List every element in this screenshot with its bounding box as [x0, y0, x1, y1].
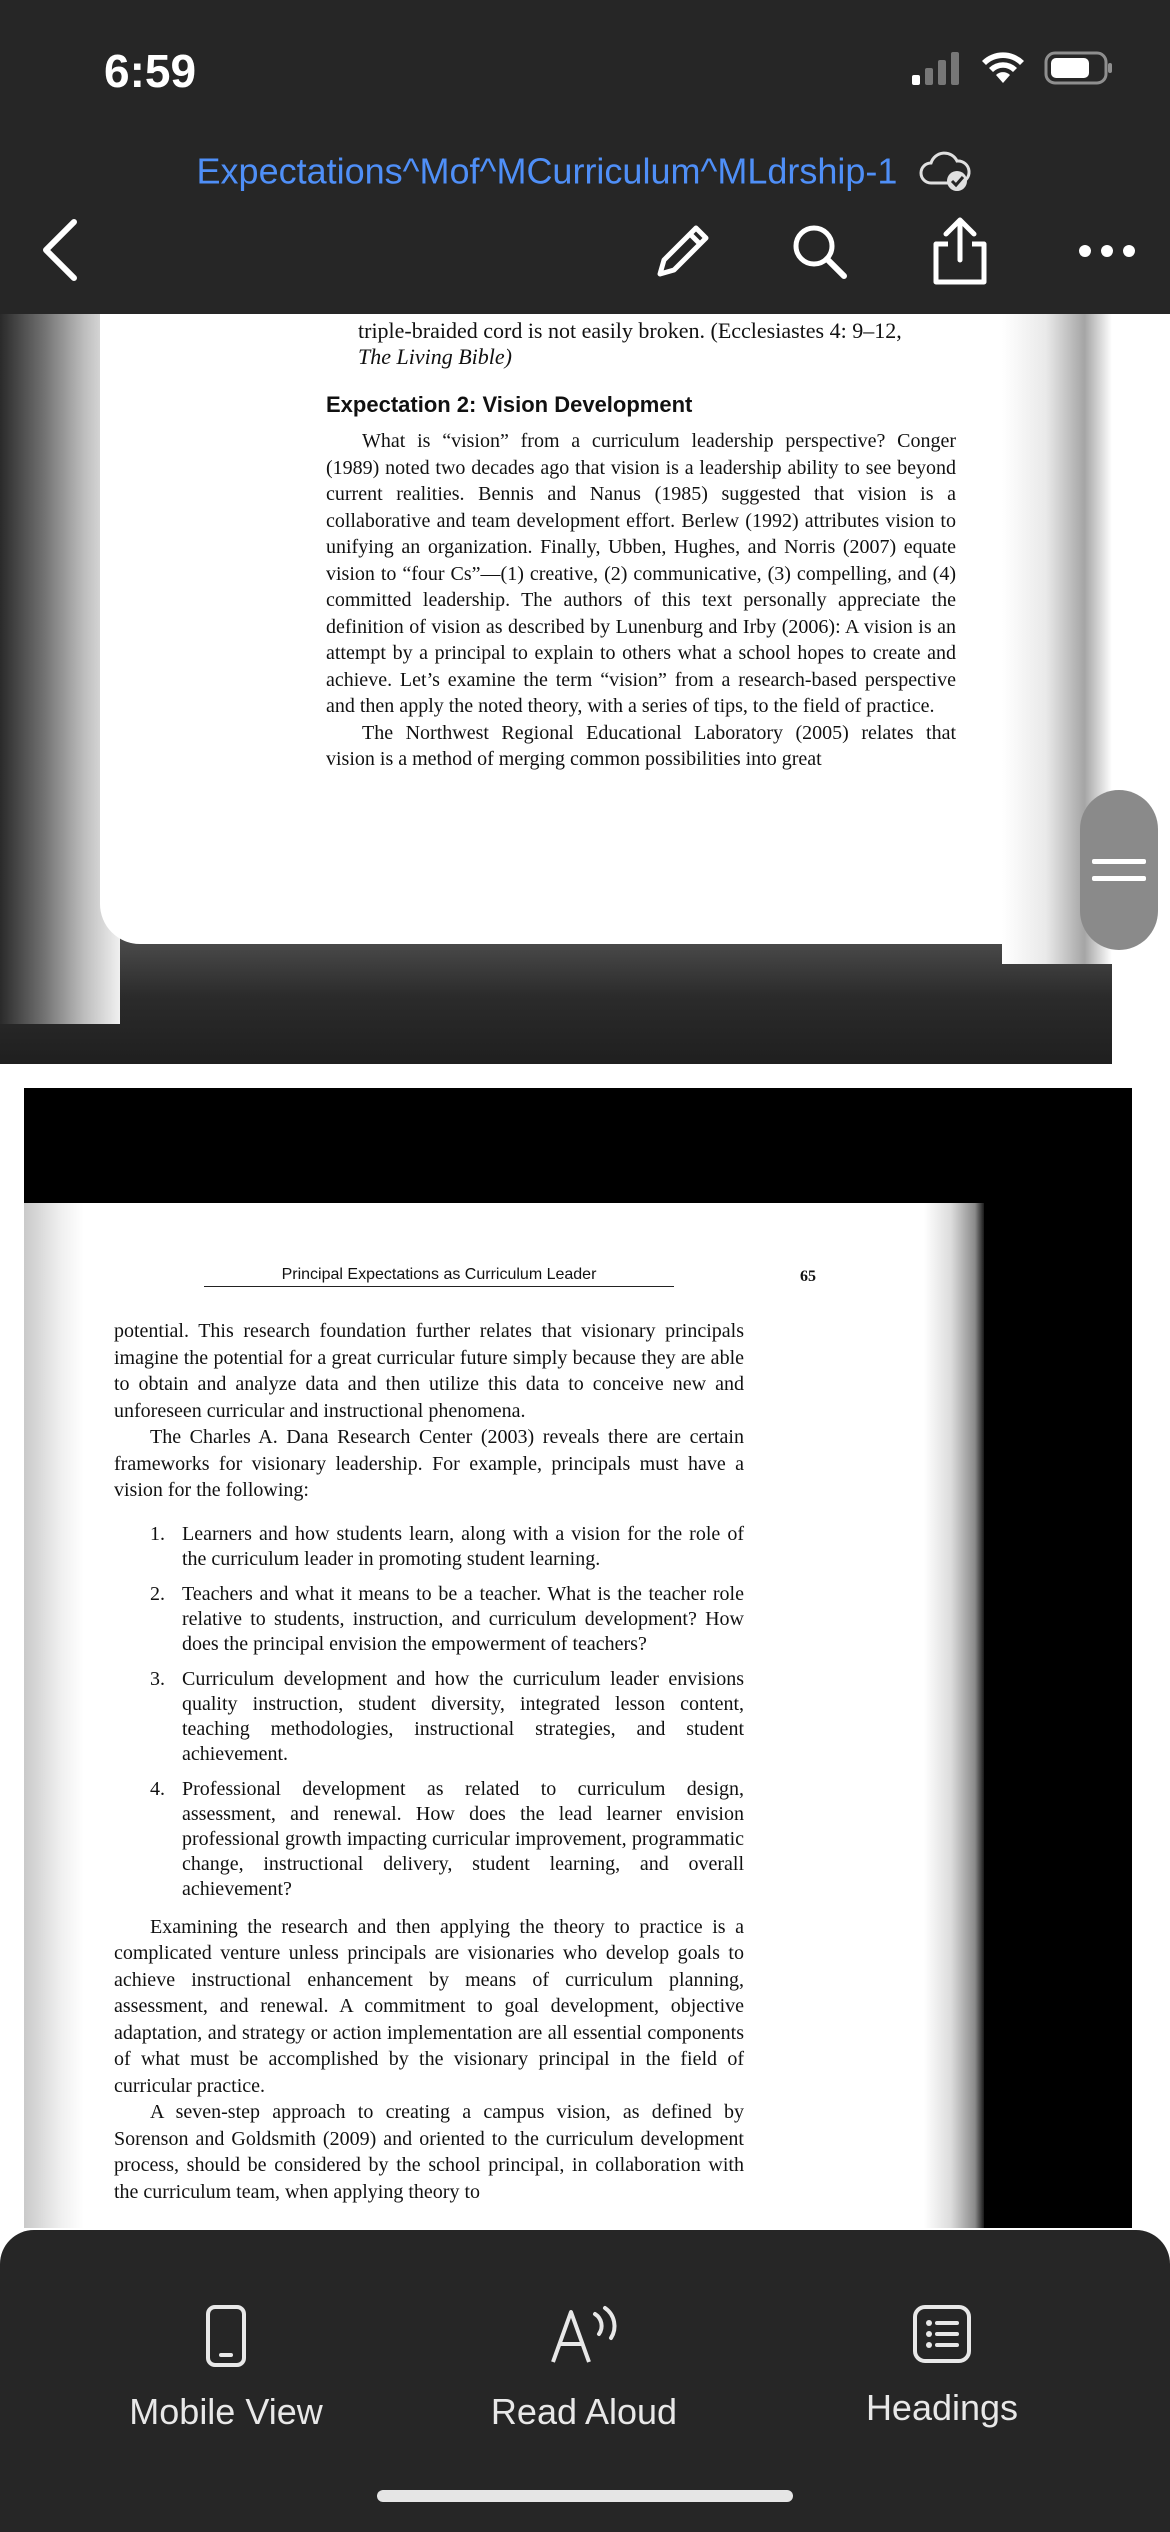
pencil-icon: [650, 220, 714, 284]
search-button[interactable]: [782, 214, 858, 290]
page-text: [114, 1318, 744, 2205]
running-header: Principal Expectations as Curriculum Leader: [204, 1266, 674, 1287]
list-item: 4. Professional development as related to curriculum design, assessment, and renewal. How does the lead learner envision professional growth impacting curricular improvement, programmatic change, instructional delivery, student learning, and overall achievement?: [150, 1777, 744, 1900]
paragraph: Examining the research and then applying the theory to practice is a complicated venture unless principals are visionaries who develop goals to achieve instructional enhancement by means of curriculum planning, assessment, and renewal. A commitment to goal development, objective adaptation, and strategy or action implementation are all essential components of what must be accomplished by the visionary principal in the field of curricular practice.: [114, 1915, 744, 2097]
search-icon: [788, 220, 852, 284]
section-heading: Expectation 2: Vision Development: [326, 392, 693, 417]
read-aloud-button[interactable]: [434, 2304, 734, 2433]
scroll-handle[interactable]: [1080, 790, 1158, 950]
paragraph: The Charles A. Dana Research Center (2003) reveals there are certain frameworks for visionary leadership. For example, principals must have a vision for the following:: [114, 1426, 744, 1501]
headings-label: Headings: [865, 2387, 1019, 2428]
mobile-view-button[interactable]: [76, 2304, 376, 2433]
quote-line: triple-braided cord is not easily broken. (Ecclesiastes 4: 9–12,: [358, 318, 902, 343]
quote-source: The Living Bible): [358, 344, 512, 369]
paragraph: potential. This research foundation further relates that visionary principals imagine the potential for a great curricular future simply because they are able to obtain and analyze data and then utilize this data to conceive new and unforeseen curricular and instructional phenomena.: [114, 1320, 744, 1422]
scan-shadow-top: [24, 1088, 1132, 1208]
edit-button[interactable]: [644, 214, 720, 290]
status-time: 6:59: [104, 45, 197, 97]
cellular-signal-icon: [910, 51, 962, 85]
paragraph: The Northwest Regional Educational Laboratory (2005) relates that vision is a method of merging common possibilities into great: [326, 721, 956, 770]
wifi-icon: [980, 51, 1026, 85]
more-button[interactable]: [1062, 226, 1152, 276]
scan-shadow-right: [924, 1203, 984, 2228]
numbered-list: [114, 1522, 744, 1902]
battery-icon: [1044, 50, 1114, 86]
more-icon: [1077, 244, 1137, 258]
share-button[interactable]: [922, 208, 998, 294]
pdf-page-64[interactable]: [0, 314, 1112, 1064]
list-item: 2. Teachers and what it means to be a teacher. What is the teacher role relative to students, instruction, and curriculum development? How does the principal envision the empowerment of teachers?: [150, 1582, 744, 1655]
list-item: 1. Learners and how students learn, along with a vision for the role of the curriculum leader in promoting student learning.: [150, 1522, 744, 1570]
cloud-synced-icon: [917, 149, 973, 193]
grip-line: [1092, 859, 1146, 864]
bottom-toolbar: [0, 2230, 1170, 2532]
list-item: 3. Curriculum development and how the curriculum leader envisions quality instruction, student diversity, integrated lesson content, teaching methodologies, instructional strategies, and student achievement.: [150, 1667, 744, 1765]
paragraph: A seven-step approach to creating a campus vision, as defined by Sorenson and Goldsmith (2009) and oriented to the curriculum development process, should be considered by the school principal, in collaboration with the curriculum team, when applying theory to: [114, 2101, 744, 2203]
read-aloud-icon: [549, 2304, 619, 2368]
paragraph: What is “vision” from a curriculum leadership perspective? Conger (1989) noted two decades ago that vision is a leadership ability to see beyond current realities. Bennis and Nanus (1985) suggested that vision is a collaborative and team development effort. Berlew (1992) attributes vision to unifying an organization. Finally, Ubben, Hughes, and Norris (2007) equate vision to “four Cs”—(1) creative, (2) communicative, (3) compelling, and (4) committed leadership. The authors of this text personally appreciate the definition of vision as described by Lunenburg and Irby (2006): A vision is an attempt by a principal to explain to others what a school hopes to create and achieve. Let’s examine the term “vision” from a research-based perspective and then apply the noted theory, with a series of tips, to the field of practice.: [326, 430, 956, 717]
chevron-left-icon: [40, 218, 80, 282]
grip-line: [1092, 876, 1146, 881]
page-text: [326, 314, 956, 773]
document-title-text: Expectations^Mof^MCurriculum^MLdrship-1: [196, 150, 898, 192]
page-number: 65: [800, 1268, 816, 1285]
scan-shadow-left: [24, 1203, 84, 2228]
phone-icon: [205, 2304, 247, 2368]
read-aloud-label: Read Aloud: [490, 2391, 678, 2432]
headings-button[interactable]: [792, 2304, 1092, 2429]
share-icon: [928, 214, 992, 288]
pdf-page-65[interactable]: [24, 1088, 1132, 2228]
home-indicator[interactable]: [377, 2490, 793, 2502]
mobile-view-label: Mobile View: [129, 2391, 323, 2432]
headings-list-icon: [912, 2304, 972, 2364]
back-button[interactable]: [30, 210, 90, 290]
status-icons: [910, 50, 1114, 86]
document-title[interactable]: [0, 148, 1170, 193]
top-toolbar: [0, 0, 1170, 314]
